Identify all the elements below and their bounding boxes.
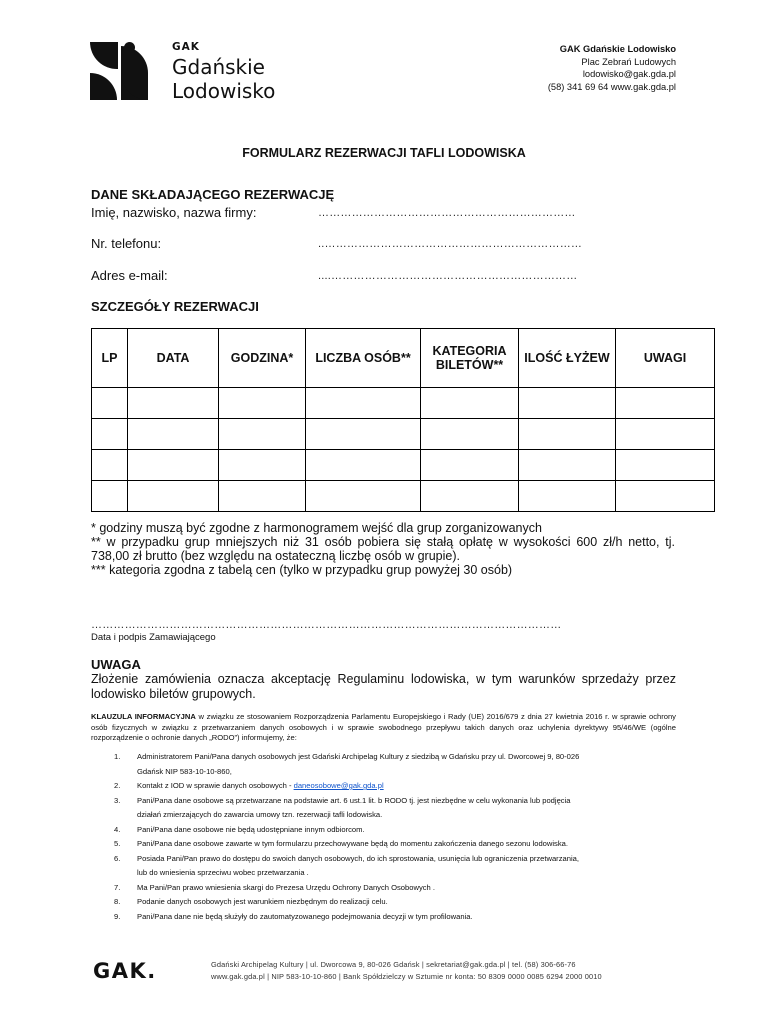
logo-line-2: Lodowisko [172, 79, 276, 103]
table-cell[interactable] [306, 450, 421, 481]
clause-item: 6. Posiada Pani/Pan prawo do dostępu do swoich danych osobowych, do ich sprostowania, usunięcia lub ograniczenia przetwarzania, [114, 853, 579, 863]
table-cell[interactable] [219, 419, 306, 450]
note-ticket-category: *** kategoria zgodna z tabelą cen (tylko w przypadku grup powyżej 30 osób) [91, 563, 513, 577]
clause-item: 3. Pani/Pana dane osobowe są przetwarzane na podstawie art. 6 ust.1 lit. b RODO tj. jest niezbędne w celu wykonania lub podjęcia [114, 795, 571, 805]
table-cell[interactable] [219, 450, 306, 481]
name-field[interactable]: …………………………………………………………… [318, 207, 576, 219]
header-notes: UWAGI [616, 329, 715, 388]
table-cell[interactable] [519, 481, 616, 512]
table-cell[interactable] [616, 419, 715, 450]
contact-address: Plac Zebrań Ludowych [581, 56, 676, 67]
table-row [92, 450, 715, 481]
email-field-label: Adres e-mail: [91, 268, 168, 283]
header-hour: GODZINA* [219, 329, 306, 388]
table-row [92, 388, 715, 419]
table-cell[interactable] [306, 481, 421, 512]
clause-item: lub do wniesienia sprzeciwu wobec przetwarzania . [137, 868, 309, 877]
table-cell[interactable] [92, 388, 128, 419]
table-cell[interactable] [128, 419, 219, 450]
logo-line-1: Gdańskie [172, 55, 265, 79]
table-cell[interactable] [92, 419, 128, 450]
header-ticket-category: KATEGORIA BILETÓW** [421, 329, 519, 388]
table-cell[interactable] [421, 481, 519, 512]
clause-intro-text: w związku ze stosowaniem Rozporządzenia Parlamentu Europejskiego i Rady (UE) 2016/679 z dnia 27 kwietnia 2016 r. w sprawie ochrony osób fizycznych w związku z przetwarzaniem danych osobowych i w sprawie swobodnego przepływu takich danych oraz uchylenia dyrektywy 95/46/WE (ogólne rozporządzenie o ochronie danych „RODO”) informujemy, że: [91, 712, 676, 742]
clause-item: 2. Kontakt z IOD w sprawie danych osobowych - daneosobowe@gak.gda.pl [114, 781, 384, 790]
gak-logo-icon [90, 42, 152, 100]
clause-item: 9. Pani/Pana dane nie będą służyły do zautomatyzowanego podejmowania decyzji w tym profilowania. [114, 911, 473, 921]
header-skates-count: ILOŚĆ ŁYŻEW [519, 329, 616, 388]
reservation-table [91, 328, 715, 512]
iod-email-link[interactable]: daneosobowe@gak.gda.pl [293, 781, 384, 790]
uwaga-title: UWAGA [91, 657, 141, 672]
table-cell[interactable] [219, 388, 306, 419]
clause-item: 5. Pani/Pana dane osobowe zawarte w tym formularzu przechowywane będą do momentu zakończenia danego sezonu lodowiska. [114, 839, 568, 848]
table-cell[interactable] [421, 388, 519, 419]
name-field-label: Imię, nazwisko, nazwa firmy: [91, 205, 257, 220]
table-header-row [92, 329, 715, 388]
email-field[interactable]: ....………………………………………………………… [318, 270, 578, 282]
table-cell[interactable] [128, 481, 219, 512]
signature-label: Data i podpis Zamawiającego [91, 632, 216, 643]
note-small-groups: ** w przypadku grup mniejszych niż 31 osób pobiera się stałą opłatę w wysokości 600 zł/h netto, tj. 738,00 zł brutto (bez względu na ostateczną liczbę osób w grupie). [91, 535, 675, 563]
form-title: FORMULARZ REZERWACJI TAFLI LODOWISKA [242, 146, 526, 160]
table-cell[interactable] [519, 450, 616, 481]
footer-line-2: www.gak.gda.pl | NIP 583-10-10-860 | Bank Spółdzielczy w Sztumie nr konta: 50 8309 0000 0085 6294 2000 0010 [211, 972, 602, 981]
phone-field[interactable]: ..…………………………………………………………… [318, 238, 583, 250]
table-cell[interactable] [616, 450, 715, 481]
table-cell[interactable] [421, 419, 519, 450]
logo-small-text: GAK [172, 41, 200, 53]
contact-email[interactable]: lodowisko@gak.gda.pl [582, 69, 676, 79]
clause-item: 8. Podanie danych osobowych jest warunkiem niezbędnym do realizacji celu. [114, 897, 388, 906]
details-section-title: SZCZEGÓŁY REZERWACJI [91, 299, 259, 314]
clause-list [91, 750, 676, 924]
clause-item: 7. Ma Pani/Pan prawo wniesienia skargi do Prezesa Urzędu Ochrony Danych Osobowych . [114, 882, 435, 892]
table-cell[interactable] [306, 419, 421, 450]
table-row [92, 481, 715, 512]
contact-phone-web[interactable]: (58) 341 69 64 www.gak.gda.pl [547, 81, 676, 92]
clause-intro [91, 712, 676, 744]
table-cell[interactable] [616, 388, 715, 419]
phone-field-label: Nr. telefonu: [91, 236, 162, 251]
clause-item: 4. Pani/Pana dane osobowe nie będą udostępniane innym odbiorcom. [114, 824, 365, 834]
table-cell[interactable] [128, 450, 219, 481]
contact-name: GAK Gdańskie Lodowisko [559, 44, 676, 54]
clause-item: działań zmierzających do zawarcia umowy tzn. rezerwacji tafli lodowiska. [137, 810, 383, 819]
table-row [92, 419, 715, 450]
table-cell[interactable] [616, 481, 715, 512]
clause-item: Gdańsk NIP 583-10-10-860, [137, 766, 232, 776]
header-people-count: LICZBA OSÓB** [306, 329, 421, 388]
footer-line-1: Gdański Archipelag Kultury | ul. Dworcowa 9, 80-026 Gdańsk | sekretariat@gak.gda.pl | tel. (58) 306-66-76 [211, 960, 576, 969]
table-cell[interactable] [519, 419, 616, 450]
footer-gak-logo: GAK. [93, 959, 157, 983]
signature-field[interactable]: ……………………………………………………………………………………………………………… [91, 619, 562, 631]
table-cell[interactable] [92, 450, 128, 481]
applicant-section-title: DANE SKŁADAJĄCEGO REZERWACJĘ [91, 187, 335, 202]
header-lp: LP [92, 329, 128, 388]
header-date: DATA [128, 329, 219, 388]
table-cell[interactable] [306, 388, 421, 419]
note-hours: * godziny muszą być zgodne z harmonogramem wejść dla grup zorganizowanych [91, 521, 542, 535]
table-cell[interactable] [128, 388, 219, 419]
table-cell[interactable] [219, 481, 306, 512]
uwaga-text: Złożenie zamówienia oznacza akceptację Regulaminu lodowiska, w tym warunków sprzedaży przez lodowisko biletów grupowych. [91, 672, 676, 701]
table-cell[interactable] [519, 388, 616, 419]
table-cell[interactable] [421, 450, 519, 481]
clause-item: 1. Administratorem Pani/Pana danych osobowych jest Gdański Archipelag Kultury z siedzibą w Gdańsku przy ul. Dworcowej 9, 80-026 [114, 752, 580, 761]
clause-title: KLAUZULA INFORMACYJNA [91, 712, 196, 721]
table-cell[interactable] [92, 481, 128, 512]
